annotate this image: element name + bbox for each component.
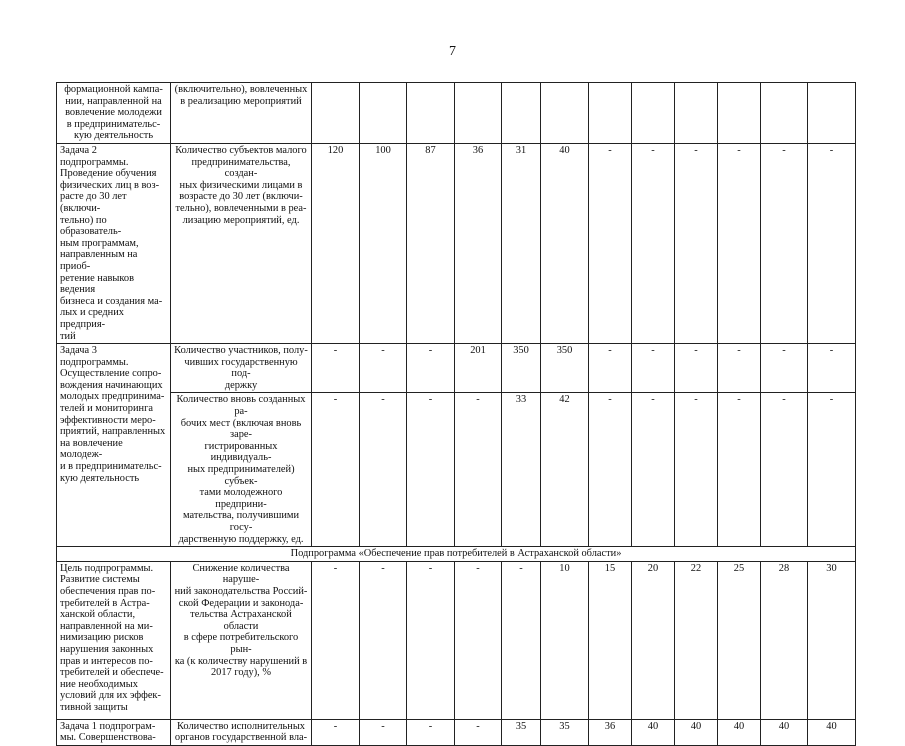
indicator-cell xyxy=(171,561,312,719)
value-cell: 20 xyxy=(632,561,675,719)
value-cell: - xyxy=(407,393,455,547)
indicator-cell xyxy=(171,144,312,344)
value-cell: 40 xyxy=(675,719,718,745)
value-cell: 35 xyxy=(502,719,541,745)
value-cell: - xyxy=(675,344,718,393)
value-cell xyxy=(675,83,718,144)
task-text: Задача 2 подпрограммы. Проведение обучения физических лиц в воз- расте до 30 лет (включи- тельно) по образователь- ным программам, направленным на приоб- ретение навыков ведения бизнеса и создания ма- лых и средних предприя- тий xyxy=(60,145,163,342)
indicator-text: Количество исполнительных органов государственной вла- xyxy=(174,720,308,744)
value-cell xyxy=(312,83,360,144)
value-cell: 350 xyxy=(541,344,589,393)
indicator-text: Снижение количества наруше- ний законодательства Россий- ской Федерации и законода- тельства Астраханской области в сфере потребительского рын- ка (к количеству нарушений в 2017 году), % xyxy=(174,562,308,679)
value-cell xyxy=(360,83,407,144)
table-row xyxy=(57,393,856,547)
value-cell: 350 xyxy=(502,344,541,393)
table-row xyxy=(57,719,856,745)
value-cell: - xyxy=(718,344,761,393)
value-cell: - xyxy=(589,144,632,344)
value-cell: - xyxy=(312,344,360,393)
value-cell xyxy=(541,83,589,144)
task-cell xyxy=(57,83,171,144)
indicator-text: (включительно), вовлеченных в реализацию мероприятий xyxy=(174,84,308,107)
value-cell: - xyxy=(675,144,718,344)
indicators-table xyxy=(56,82,856,746)
value-cell xyxy=(718,83,761,144)
value-cell: 40 xyxy=(718,719,761,745)
value-cell: 40 xyxy=(632,719,675,745)
value-cell: 30 xyxy=(808,561,856,719)
value-cell: 100 xyxy=(360,144,407,344)
task-text: Задача 1 подпрограм- мы. Совершенствова- xyxy=(60,720,156,744)
task-cell xyxy=(57,561,171,719)
value-cell: - xyxy=(502,561,541,719)
value-cell: - xyxy=(761,144,808,344)
value-cell: - xyxy=(718,393,761,547)
value-cell xyxy=(502,83,541,144)
value-cell: - xyxy=(407,719,455,745)
value-cell: 15 xyxy=(589,561,632,719)
indicator-text: Количество субъектов малого предпринимательства, создан- ных физическими лицами в возрасте до 30 лет (включи- тельно), вовлеченными в реа- лизацию мероприятий, ед. xyxy=(175,145,307,226)
value-cell: 87 xyxy=(407,144,455,344)
subprogram-banner: Подпрограмма «Обеспечение прав потребителей в Астраханской области» xyxy=(57,547,856,562)
indicator-cell xyxy=(171,719,312,745)
value-cell: 28 xyxy=(761,561,808,719)
value-cell xyxy=(455,83,502,144)
value-cell: 35 xyxy=(541,719,589,745)
value-cell: - xyxy=(312,393,360,547)
value-cell: - xyxy=(312,719,360,745)
task-cell xyxy=(57,144,171,344)
task-text: формационной кампа- нии, направленной на вовлечение молодежи в предпринимательс- кую деятельность xyxy=(64,84,163,142)
value-cell: 42 xyxy=(541,393,589,547)
value-cell: - xyxy=(455,719,502,745)
indicator-text: Количество участников, полу- чивших государственную под- держку xyxy=(174,345,308,391)
value-cell xyxy=(632,83,675,144)
value-cell: 36 xyxy=(589,719,632,745)
value-cell: 40 xyxy=(761,719,808,745)
value-cell: - xyxy=(632,393,675,547)
value-cell: - xyxy=(455,561,502,719)
value-cell: - xyxy=(360,344,407,393)
task-cell xyxy=(57,344,171,547)
value-cell: - xyxy=(312,561,360,719)
page-number: 7 xyxy=(449,44,456,59)
value-cell: - xyxy=(360,561,407,719)
value-cell: - xyxy=(675,393,718,547)
indicator-cell xyxy=(171,344,312,393)
value-cell: - xyxy=(360,393,407,547)
indicator-text: Количество вновь созданных ра- бочих мест (включая вновь заре- гистрированных индивидуаль- ных предпринимателей) субъек- тами молодежного предприни- мательства, получившими госу- дарственную поддержку, ед. xyxy=(176,394,306,545)
value-cell xyxy=(761,83,808,144)
value-cell: 10 xyxy=(541,561,589,719)
value-cell: - xyxy=(455,393,502,547)
value-cell: - xyxy=(407,344,455,393)
task-cell xyxy=(57,719,171,745)
value-cell: 33 xyxy=(502,393,541,547)
value-cell: 201 xyxy=(455,344,502,393)
indicator-cell xyxy=(171,393,312,547)
value-cell: 120 xyxy=(312,144,360,344)
value-cell: - xyxy=(718,144,761,344)
value-cell: - xyxy=(632,144,675,344)
value-cell: 40 xyxy=(808,719,856,745)
value-cell xyxy=(589,83,632,144)
table-row xyxy=(57,83,856,144)
task-text: Задача 3 подпрограммы. Осуществление сопро- вождения начинающих молодых предпринима- телей и мониторинга эффективности меро- приятий, направленных на вовлечение молодеж- и в предпринимательс- кую деятельность xyxy=(60,345,166,484)
value-cell: - xyxy=(761,344,808,393)
value-cell: - xyxy=(360,719,407,745)
value-cell: - xyxy=(761,393,808,547)
value-cell: - xyxy=(632,344,675,393)
value-cell: - xyxy=(407,561,455,719)
indicator-cell xyxy=(171,83,312,144)
value-cell: 22 xyxy=(675,561,718,719)
value-cell: - xyxy=(808,144,856,344)
table-row xyxy=(57,144,856,344)
value-cell: 31 xyxy=(502,144,541,344)
value-cell: - xyxy=(808,344,856,393)
value-cell: - xyxy=(589,393,632,547)
subprogram-banner-row xyxy=(57,547,856,562)
value-cell xyxy=(808,83,856,144)
value-cell xyxy=(407,83,455,144)
value-cell: 40 xyxy=(541,144,589,344)
value-cell: 36 xyxy=(455,144,502,344)
value-cell: - xyxy=(589,344,632,393)
task-text: Цель подпрограммы. Развитие системы обеспечения прав по- требителей в Астра- ханской области, направленной на ми- нимизацию рисков нарушения законных прав и интересов по- требителей и обеспече- ние необходимых условий для их эффек- тивной защиты xyxy=(60,562,164,713)
table-row xyxy=(57,561,856,719)
table-row xyxy=(57,344,856,393)
value-cell: 25 xyxy=(718,561,761,719)
value-cell: - xyxy=(808,393,856,547)
